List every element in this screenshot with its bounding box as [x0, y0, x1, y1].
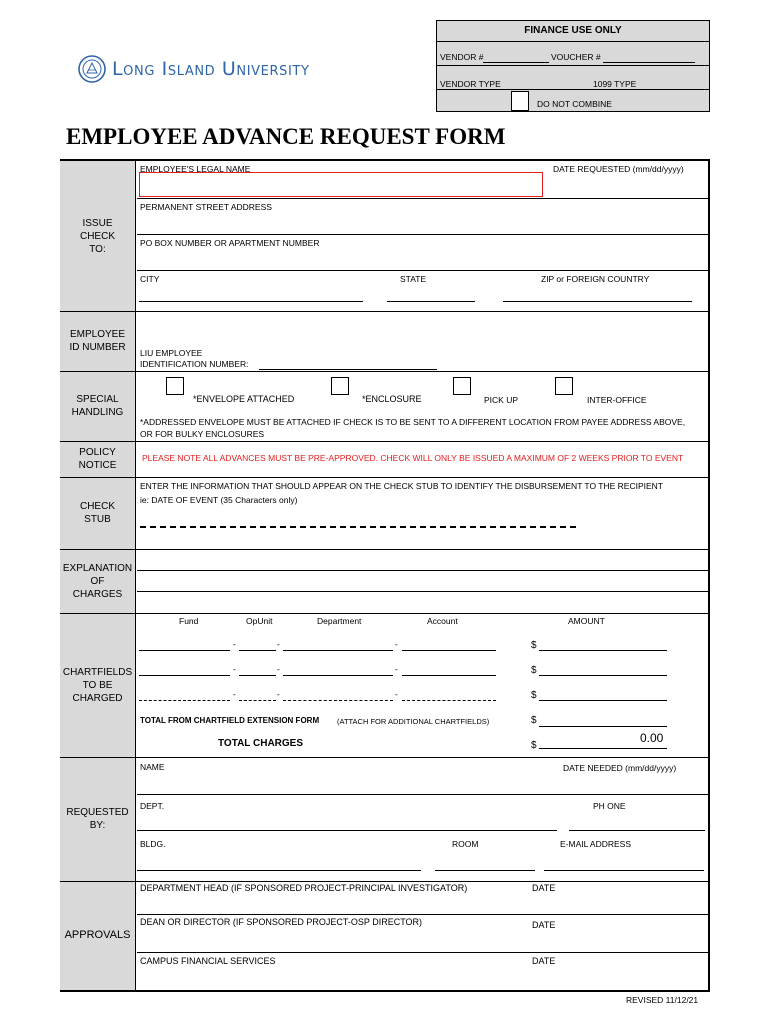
separator: -	[277, 664, 280, 674]
total-from-extension-label: TOTAL FROM CHARTFIELD EXTENSION FORM	[140, 716, 320, 725]
vendor-num-field[interactable]	[483, 62, 549, 63]
pickup-checkbox[interactable]	[453, 377, 471, 395]
state-input[interactable]	[387, 301, 475, 302]
do-not-combine-label: DO NOT COMBINE	[537, 99, 612, 109]
separator: -	[395, 689, 398, 699]
opunit-input-1[interactable]	[239, 650, 276, 651]
department-input-2[interactable]	[283, 675, 393, 676]
employee-id-label-line2: IDENTIFICATION NUMBER:	[140, 359, 249, 369]
check-stub-line2: ie: DATE OF EVENT (35 Characters only)	[140, 495, 298, 505]
date-needed-label: DATE NEEDED (mm/dd/yyyy)	[563, 763, 677, 773]
street-label: PERMANENT STREET ADDRESS	[140, 202, 272, 212]
po-box-label: PO BOX NUMBER OR APARTMENT NUMBER	[140, 238, 320, 248]
dollar-sign: $	[531, 715, 537, 726]
department-input-1[interactable]	[283, 650, 393, 651]
vendor-num-label: VENDOR #	[440, 52, 484, 62]
divider	[137, 270, 710, 271]
side-check-stub: CHECK STUB	[60, 477, 136, 549]
side-requested-by: REQUESTED BY:	[60, 757, 136, 881]
handling-note-line1: *ADDRESSED ENVELOPE MUST BE ATTACHED IF CHECK IS TO BE SENT TO A DIFFERENT LOCATION FROM PAYEE ADDRESS ABOVE,	[140, 417, 686, 427]
cfs-date-label: DATE	[532, 956, 556, 966]
separator: -	[233, 664, 236, 674]
phone-input[interactable]	[569, 830, 705, 831]
finance-header: FINANCE USE ONLY	[437, 21, 709, 42]
email-label: E-MAIL ADDRESS	[560, 839, 632, 849]
dollar-sign: $	[531, 740, 537, 751]
side-special-handling: SPECIAL HANDLING	[60, 371, 136, 441]
dollar-sign: $	[531, 640, 537, 651]
side-chartfields: CHARTFIELDS TO BE CHARGED	[60, 613, 136, 757]
separator: -	[277, 689, 280, 699]
po-box-input[interactable]	[139, 248, 705, 268]
dean-label: DEAN OR DIRECTOR (IF SPONSORED PROJECT-OSP DIRECTOR)	[140, 917, 423, 927]
vendor-type-label: VENDOR TYPE	[440, 79, 501, 89]
total-charges-field[interactable]	[539, 748, 667, 749]
bldg-label: BLDG.	[140, 839, 166, 849]
type-1099-label: 1099 TYPE	[593, 79, 637, 89]
side-approvals: APPROVALS	[60, 881, 136, 990]
city-input[interactable]	[139, 301, 363, 302]
separator: -	[233, 689, 236, 699]
fund-input-1[interactable]	[139, 650, 230, 651]
zip-label: ZIP or FOREIGN COUNTRY	[541, 274, 650, 284]
cfs-label: CAMPUS FINANCIAL SERVICES	[140, 956, 276, 966]
interoffice-checkbox[interactable]	[555, 377, 573, 395]
dept-head-date-label: DATE	[532, 883, 556, 893]
finance-row-combine	[437, 89, 709, 113]
dept-head-label: DEPARTMENT HEAD (IF SPONSORED PROJECT-PRINCIPAL INVESTIGATOR)	[140, 883, 468, 893]
date-requested-input[interactable]	[552, 172, 702, 197]
bldg-input[interactable]	[137, 870, 421, 871]
department-header: Department	[317, 616, 362, 626]
divider	[60, 881, 710, 882]
liu-seal-icon	[78, 55, 106, 83]
extension-amount-input[interactable]	[539, 726, 667, 727]
interoffice-label: INTER-OFFICE	[587, 395, 647, 405]
envelope-attached-checkbox[interactable]	[166, 377, 184, 395]
dollar-sign: $	[531, 665, 537, 676]
handling-note-line2: OR FOR BULKY ENCLOSURES	[140, 429, 265, 439]
name-input[interactable]	[137, 794, 710, 795]
room-input[interactable]	[435, 870, 535, 871]
dept-label: DEPT.	[140, 801, 165, 811]
explanation-line-2[interactable]	[137, 571, 708, 591]
dean-date-label: DATE	[532, 920, 556, 930]
divider	[60, 477, 710, 478]
legal-name-input[interactable]	[139, 172, 543, 197]
account-input-2[interactable]	[402, 675, 496, 676]
account-header: Account	[427, 616, 458, 626]
date-requested-label: DATE REQUESTED (mm/dd/yyyy)	[553, 164, 684, 174]
amount-input-3[interactable]	[539, 700, 667, 701]
policy-notice-text: PLEASE NOTE ALL ADVANCES MUST BE PRE-APPROVED. CHECK WILL ONLY BE ISSUED A MAXIMUM OF 2 WEEKS PRIOR TO EVENT	[142, 453, 684, 463]
city-label: CITY	[140, 274, 160, 284]
email-input[interactable]	[544, 870, 704, 871]
state-label: STATE	[400, 274, 427, 284]
street-input[interactable]	[139, 212, 705, 232]
fund-input-3[interactable]	[139, 700, 230, 701]
total-charges-value: 0.00	[640, 731, 664, 745]
envelope-attached-label: *ENVELOPE ATTACHED	[193, 394, 295, 404]
finance-row-vendor	[437, 41, 709, 66]
dean-signature-line[interactable]	[137, 952, 710, 953]
total-charges-label: TOTAL CHARGES	[218, 738, 304, 749]
divider	[60, 311, 710, 312]
separator: -	[277, 639, 280, 649]
do-not-combine-checkbox[interactable]	[511, 91, 529, 111]
separator: -	[395, 639, 398, 649]
side-explanation: EXPLANATION OF CHARGES	[60, 549, 136, 613]
voucher-num-field[interactable]	[603, 62, 695, 63]
amount-input-1[interactable]	[539, 650, 667, 651]
fund-input-2[interactable]	[139, 675, 230, 676]
account-input-1[interactable]	[402, 650, 496, 651]
amount-input-2[interactable]	[539, 675, 667, 676]
phone-label: PH ONE	[593, 801, 626, 811]
name-label: NAME	[140, 762, 165, 772]
voucher-num-label: VOUCHER #	[551, 52, 601, 62]
divider	[137, 198, 710, 199]
side-policy-notice: POLICY NOTICE	[60, 441, 136, 477]
room-label: ROOM	[452, 839, 479, 849]
opunit-header: OpUnit	[246, 616, 273, 626]
opunit-input-2[interactable]	[239, 675, 276, 676]
explanation-line-3[interactable]	[137, 592, 708, 612]
check-stub-input[interactable]	[140, 526, 576, 528]
divider	[60, 441, 710, 442]
amount-header: AMOUNT	[568, 616, 605, 626]
separator: -	[233, 639, 236, 649]
attach-note: (ATTACH FOR ADDITIONAL CHARTFIELDS)	[337, 717, 490, 726]
enclosure-label: *ENCLOSURE	[362, 394, 422, 404]
check-stub-line1: ENTER THE INFORMATION THAT SHOULD APPEAR ON THE CHECK STUB TO IDENTIFY THE DISBURSEMENT TO THE RECIPIENT	[140, 481, 663, 491]
fund-header: Fund	[179, 616, 199, 626]
explanation-line-1[interactable]	[137, 551, 708, 570]
legal-name-label: EMPLOYEE'S LEGAL NAME	[140, 164, 251, 174]
department-input-3[interactable]	[283, 700, 393, 701]
revised-date: REVISED 11/12/21	[626, 995, 699, 1005]
separator: -	[395, 664, 398, 674]
finance-use-box	[436, 20, 710, 112]
finance-row-type	[437, 65, 709, 90]
dollar-sign: $	[531, 690, 537, 701]
side-employee-id: EMPLOYEE ID NUMBER	[60, 311, 136, 371]
account-input-3[interactable]	[402, 700, 496, 701]
divider	[60, 549, 710, 550]
form-title: EMPLOYEE ADVANCE REQUEST FORM	[66, 124, 506, 149]
side-issue-check: ISSUE CHECK TO:	[60, 161, 136, 311]
divider	[137, 234, 710, 235]
university-logo-text: Long Island University	[112, 58, 310, 80]
pickup-label: PICK UP	[484, 395, 519, 405]
divider	[60, 371, 710, 372]
opunit-input-3[interactable]	[239, 700, 276, 701]
employee-id-input[interactable]	[259, 369, 437, 370]
dept-head-signature-line[interactable]	[137, 914, 710, 915]
dept-input[interactable]	[137, 830, 557, 831]
zip-input[interactable]	[503, 301, 692, 302]
enclosure-checkbox[interactable]	[331, 377, 349, 395]
divider	[60, 757, 710, 758]
divider	[60, 613, 710, 614]
employee-id-label-line1: LIU EMPLOYEE	[140, 348, 203, 358]
